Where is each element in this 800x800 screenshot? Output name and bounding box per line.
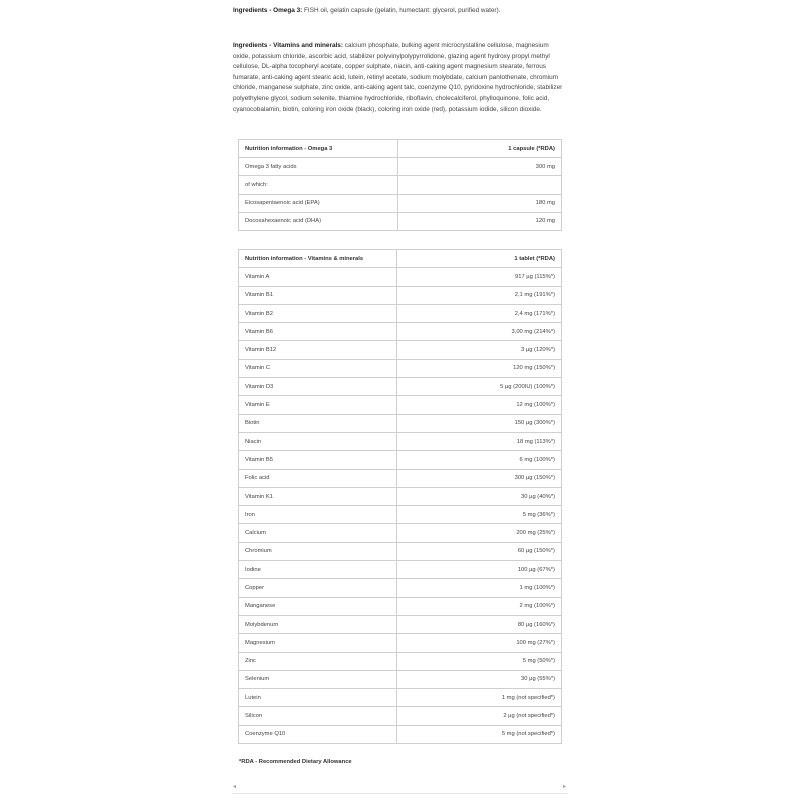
nutrient-amount-cell: 300 mg xyxy=(398,158,562,176)
nutrient-name-cell: Docosahexaenoic acid (DHA) xyxy=(239,212,398,230)
nutrient-amount-cell: 100 µg (67%*) xyxy=(397,561,562,579)
ingredients-omega-label: Ingredients - Omega 3: xyxy=(233,7,303,14)
nutrient-amount-cell: 2,1 mg (191%*) xyxy=(397,286,562,304)
nutrient-name-cell: Selenium xyxy=(239,670,397,688)
table-row xyxy=(239,341,562,359)
nutrient-name-cell: Vitamin A xyxy=(239,268,397,286)
nutrient-amount-cell: 5 mg (not specified*) xyxy=(397,725,562,743)
nutrient-amount-cell: 1 mg (not specified*) xyxy=(397,689,562,707)
nutrient-name-cell: Chromium xyxy=(239,542,397,560)
table-row xyxy=(239,506,562,524)
table-row xyxy=(239,707,562,725)
nutrient-name-cell: Vitamin E xyxy=(239,396,397,414)
nutrient-name-cell: Eicosapentaenoic acid (EPA) xyxy=(239,194,398,212)
nutrient-amount-cell: 5 mg (50%*) xyxy=(397,652,562,670)
nutrient-name-cell: Iron xyxy=(239,506,397,524)
table-row xyxy=(239,689,562,707)
nutrient-amount-cell: 3 µg (120%*) xyxy=(397,341,562,359)
table-row xyxy=(239,524,562,542)
nutrient-amount-cell: 12 mg (100%*) xyxy=(397,396,562,414)
horizontal-scrollbar[interactable] xyxy=(232,793,568,794)
nutrient-amount-cell: 5 mg (36%*) xyxy=(397,506,562,524)
nutrient-name-cell: Vitamin C xyxy=(239,359,397,377)
nutrient-name-cell: Vitamin D3 xyxy=(239,378,397,396)
header-cell-name: Nutrition information - Omega 3 xyxy=(239,140,398,158)
nutrient-amount-cell: 2,4 mg (171%*) xyxy=(397,304,562,322)
table-row xyxy=(239,212,562,230)
nutrient-name-cell: Vitamin B2 xyxy=(239,304,397,322)
nutrient-amount-cell: 150 µg (300%*) xyxy=(397,414,562,432)
table-row xyxy=(239,194,562,212)
header-cell-name: Nutrition information - Vitamins & minerals xyxy=(239,250,397,268)
table-header-row xyxy=(239,140,562,158)
nutrient-name-cell: Lutein xyxy=(239,689,397,707)
table-row xyxy=(239,359,562,377)
table-row xyxy=(239,286,562,304)
nutrient-name-cell: Coenzyme Q10 xyxy=(239,725,397,743)
table-row xyxy=(239,304,562,322)
nutrient-name-cell: Copper xyxy=(239,579,397,597)
table-row xyxy=(239,414,562,432)
table-row xyxy=(239,597,562,615)
nutrient-amount-cell: 180 mg xyxy=(398,194,562,212)
table-row xyxy=(239,469,562,487)
header-cell-amount: 1 capsule (*RDA) xyxy=(398,140,562,158)
nutrient-name-cell: Biotin xyxy=(239,414,397,432)
ingredients-vitamins-paragraph xyxy=(233,41,567,115)
table-row xyxy=(239,670,562,688)
nutrient-name-cell: Zinc xyxy=(239,652,397,670)
nutrient-name-cell: Calcium xyxy=(239,524,397,542)
table-row xyxy=(239,158,562,176)
table-row xyxy=(239,561,562,579)
table-row xyxy=(239,579,562,597)
nutrient-name-cell: Vitamin B1 xyxy=(239,286,397,304)
nutrient-amount-cell: 80 µg (160%*) xyxy=(397,615,562,633)
nutrient-name-cell: Vitamin B5 xyxy=(239,451,397,469)
nutrient-name-cell: Vitamin B6 xyxy=(239,323,397,341)
table-row xyxy=(239,323,562,341)
ingredients-omega-paragraph xyxy=(233,6,565,17)
table-row xyxy=(239,725,562,743)
table-row xyxy=(239,487,562,505)
nutrient-amount-cell: 120 mg xyxy=(398,212,562,230)
nutrient-name-cell: Iodine xyxy=(239,561,397,579)
table-row xyxy=(239,652,562,670)
nutrient-name-cell: Vitamin K1 xyxy=(239,487,397,505)
nutrition-table-vitamins xyxy=(238,249,562,744)
nutrient-name-cell: Omega 3 fatty acids xyxy=(239,158,398,176)
nutrient-amount-cell: 30 µg (40%*) xyxy=(397,487,562,505)
table-row xyxy=(239,176,562,194)
table-row xyxy=(239,268,562,286)
ingredients-omega-text: FISH oil, gelatin capsule (gelatin, humectant: glycerol, purified water). xyxy=(302,7,501,14)
nutrient-amount-cell: 5 µg (200IU) (100%*) xyxy=(397,378,562,396)
nutrient-name-cell: Folic acid xyxy=(239,469,397,487)
rda-footnote: *RDA - Recommended Dietary Allowance xyxy=(239,759,352,765)
nutrient-amount-cell: 3,00 mg (214%*) xyxy=(397,323,562,341)
table-row xyxy=(239,396,562,414)
nutrient-amount-cell xyxy=(398,176,562,194)
nutrient-amount-cell: 200 mg (25%*) xyxy=(397,524,562,542)
nutrient-name-cell: Silicon xyxy=(239,707,397,725)
table-row xyxy=(239,432,562,450)
nutrient-name-cell: of which: xyxy=(239,176,398,194)
ingredients-vitamins-text: calcium phosphate, bulking agent microcrystalline cellulose, magnesium oxide, potassium chloride, ascorbic acid, stabilizer polyvinylpolypyrrolidone, glazing agent hydroxy propyl methyl cellulose, DL-alpha tocopheryl acetate, copper sulphate, niacin, anti-caking agent magnesium stearate, ferrous fumarate, anti-caking agent stearic acid, lutein, retinyl acetate, sodium molybdate, calcium pantothenate, chromium chloride, manganese sulphate, zinc oxide, anti-caking agent talc, coenzyme Q10, pyridoxine hydrochloride, stabilizer polyethylene glycol, sodium selenite, thiamine hydrochloride, riboflavin, cholecalciferol, phylloquinone, folic acid, cyanocobalamin, biotin, coloring iron oxide (black), coloring iron oxide (red), potassium iodide, silicon dioxide. xyxy=(233,42,563,113)
nutrient-name-cell: Magnesium xyxy=(239,634,397,652)
table-row xyxy=(239,542,562,560)
nutrition-table-omega xyxy=(238,139,562,231)
nutrient-amount-cell: 18 mg (113%*) xyxy=(397,432,562,450)
nutrient-amount-cell: 100 mg (27%*) xyxy=(397,634,562,652)
nutrient-name-cell: Niacin xyxy=(239,432,397,450)
product-description xyxy=(232,0,568,792)
nutrient-amount-cell: 2 mg (100%*) xyxy=(397,597,562,615)
nutrient-amount-cell: 30 µg (55%*) xyxy=(397,670,562,688)
nutrient-amount-cell: 60 µg (150%*) xyxy=(397,542,562,560)
header-cell-amount: 1 tablet (*RDA) xyxy=(397,250,562,268)
table-row xyxy=(239,451,562,469)
nutrient-amount-cell: 917 µg (115%*) xyxy=(397,268,562,286)
ingredients-vitamins-label: Ingredients - Vitamins and minerals: xyxy=(233,42,343,49)
nutrient-amount-cell: 6 mg (100%*) xyxy=(397,451,562,469)
table-row xyxy=(239,378,562,396)
nutrient-name-cell: Vitamin B12 xyxy=(239,341,397,359)
table-header-row xyxy=(239,250,562,268)
nutrient-amount-cell: 120 mg (150%*) xyxy=(397,359,562,377)
nutrient-amount-cell: 300 µg (150%*) xyxy=(397,469,562,487)
nutrient-amount-cell: 1 mg (100%*) xyxy=(397,579,562,597)
table-row xyxy=(239,634,562,652)
nutrient-name-cell: Molybdenum xyxy=(239,615,397,633)
nutrient-name-cell: Manganese xyxy=(239,597,397,615)
scroll-left-arrow-icon[interactable]: ◂ xyxy=(233,784,237,790)
table-row xyxy=(239,615,562,633)
scroll-right-arrow-icon[interactable]: ▸ xyxy=(563,784,567,790)
nutrient-amount-cell: 2 µg (not specified*) xyxy=(397,707,562,725)
